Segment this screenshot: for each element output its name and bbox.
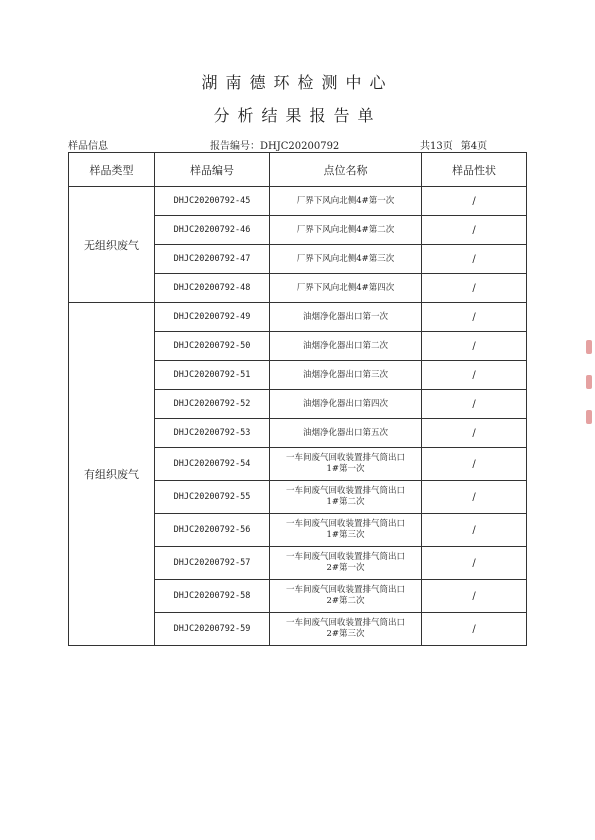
point-name: [270, 547, 422, 580]
sample-code: DHJC20200792-54: [155, 448, 270, 481]
table-row: [69, 303, 527, 332]
sample-status: /: [422, 481, 527, 514]
point-name: 厂界下风向北侧4#第一次: [270, 187, 422, 216]
point-name-line2: 1#第二次: [326, 497, 365, 507]
point-name-line2: 1#第一次: [326, 464, 365, 474]
total-pages: 共13页: [420, 141, 453, 152]
sample-status: /: [422, 580, 527, 613]
point-name-line1: 一车间废气回收装置排气筒出口: [285, 552, 405, 562]
sample-code: DHJC20200792-46: [155, 216, 270, 245]
sample-info-label: 样品信息: [68, 141, 108, 152]
point-name-line2: 2#第一次: [326, 563, 365, 573]
sample-code: DHJC20200792-59: [155, 613, 270, 646]
page-indicator: [420, 137, 487, 152]
point-name-line1: 一车间废气回收装置排气筒出口: [285, 486, 405, 496]
point-name: [270, 613, 422, 646]
table-row: [69, 187, 527, 216]
point-name: [270, 514, 422, 547]
sample-status: /: [422, 514, 527, 547]
sample-code: DHJC20200792-55: [155, 481, 270, 514]
point-name: 油烟净化器出口第四次: [270, 390, 422, 419]
header-point-name: 点位名称: [270, 153, 422, 187]
point-name: 油烟净化器出口第三次: [270, 361, 422, 390]
sample-type-cell: 无组织废气: [69, 187, 155, 303]
sample-status: /: [422, 332, 527, 361]
sample-status: /: [422, 448, 527, 481]
sample-status: /: [422, 361, 527, 390]
point-name: [270, 481, 422, 514]
sample-code: DHJC20200792-45: [155, 187, 270, 216]
report-number: 报告编号：DHJC20200792: [210, 141, 340, 152]
point-name: 厂界下风向北侧4#第三次: [270, 245, 422, 274]
seal-edge-mark: [586, 410, 592, 424]
point-name-line1: 一车间废气回收装置排气筒出口: [285, 585, 405, 595]
sample-code: DHJC20200792-52: [155, 390, 270, 419]
point-name: 油烟净化器出口第二次: [270, 332, 422, 361]
sample-status: /: [422, 274, 527, 303]
sample-status: /: [422, 390, 527, 419]
sample-status: /: [422, 303, 527, 332]
header-sample-code: 样品编号: [155, 153, 270, 187]
sample-status: /: [422, 245, 527, 274]
sample-code: DHJC20200792-48: [155, 274, 270, 303]
header-sample-type: 样品类型: [69, 153, 155, 187]
org-title: 湖南德环检测中心: [201, 73, 394, 92]
point-name-line1: 一车间废气回收装置排气筒出口: [285, 453, 405, 463]
point-name: 厂界下风向北侧4#第四次: [270, 274, 422, 303]
sample-type-cell: 有组织废气: [69, 303, 155, 646]
point-name: 油烟净化器出口第一次: [270, 303, 422, 332]
point-name-line2: 2#第二次: [326, 596, 365, 606]
sample-code: DHJC20200792-56: [155, 514, 270, 547]
sample-status: /: [422, 419, 527, 448]
point-name: 油烟净化器出口第五次: [270, 419, 422, 448]
current-page: 第4页: [460, 141, 488, 152]
sample-status: /: [422, 187, 527, 216]
point-name: [270, 448, 422, 481]
report-title: 分析结果报告单: [213, 106, 382, 125]
table-header-row: [69, 153, 527, 187]
sample-code: DHJC20200792-53: [155, 419, 270, 448]
sample-code: DHJC20200792-47: [155, 245, 270, 274]
sample-status: /: [422, 216, 527, 245]
sample-status: /: [422, 547, 527, 580]
header-sample-status: 样品性状: [422, 153, 527, 187]
sample-code: DHJC20200792-58: [155, 580, 270, 613]
point-name-line1: 一车间废气回收装置排气筒出口: [285, 618, 405, 628]
point-name: 厂界下风向北侧4#第二次: [270, 216, 422, 245]
sample-code: DHJC20200792-51: [155, 361, 270, 390]
point-name-line1: 一车间废气回收装置排气筒出口: [285, 519, 405, 529]
seal-edge-mark: [586, 375, 592, 389]
point-name-line2: 2#第三次: [326, 629, 365, 639]
sample-code: DHJC20200792-50: [155, 332, 270, 361]
results-table: [68, 152, 527, 646]
point-name-line2: 1#第三次: [326, 530, 365, 540]
seal-edge-mark: [586, 340, 592, 354]
sample-code: DHJC20200792-57: [155, 547, 270, 580]
point-name: [270, 580, 422, 613]
sample-code: DHJC20200792-49: [155, 303, 270, 332]
sample-status: /: [422, 613, 527, 646]
